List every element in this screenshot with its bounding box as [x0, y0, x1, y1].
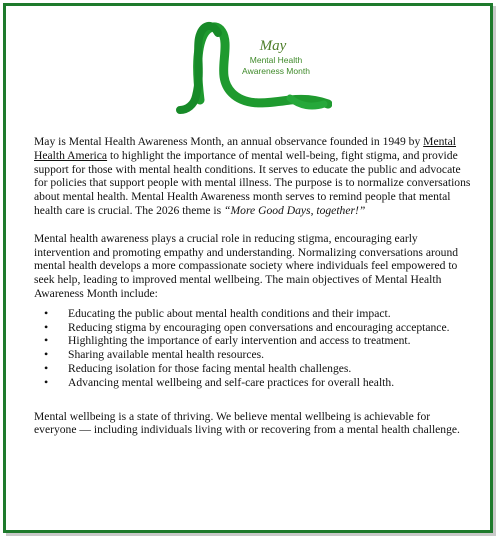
theme-text: “More Good Days, together!” [224, 203, 366, 217]
objective-item: • Reducing isolation for those facing mental health challenges. [68, 362, 474, 376]
awareness-paragraph: Mental health awareness plays a crucial role in reducing stigma, encouraging early intervention and promoting empathy and understanding. Normalizing conversations around mental health develops a more compassionate society where individuals feel empowered to seek help, leading to improved mental wellbeing. The main objectives of Mental Health Awareness Month include: [34, 231, 459, 300]
objective-item: • Reducing stigma by encouraging open conversations and encouraging acceptance. [68, 321, 474, 335]
logo-line-2: Awareness Month [242, 66, 310, 76]
mental-health-america-link[interactable]: Mental Health America [34, 135, 457, 162]
objective-item: • Educating the public about mental health conditions and their impact. [68, 307, 474, 321]
logo-month: May [259, 38, 287, 54]
objectives-list [34, 307, 474, 390]
closing-paragraph: Mental wellbeing is a state of thriving. We believe mental wellbeing is achievable for everyone — including individuals living with or recovering from a mental health challenge. [34, 409, 460, 437]
intro-text-end: to highlight the importance of mental well-being, fight stigma, and provide support for those with mental health conditions. It serves to educate the public and advocate for policies that support people with mental illness. The purpose is to normalize conversations about mental health. Mental Health Awareness month serves to remind people that mental health care is crucial. The 2026 theme is [34, 148, 471, 217]
objective-item: • Highlighting the importance of early intervention and access to treatment. [68, 334, 474, 348]
objective-item: • Sharing available mental health resources. [68, 348, 474, 362]
intro-paragraph [34, 135, 474, 218]
intro-text-start: May is Mental Health Awareness Month, an annual observance founded in 1949 by [34, 135, 424, 148]
article-body [34, 135, 474, 437]
objective-item: • Advancing mental wellbeing and self-care practices for overall health. [68, 376, 474, 390]
logo-line-1: Mental Health [249, 55, 303, 65]
logo-text [231, 38, 321, 77]
